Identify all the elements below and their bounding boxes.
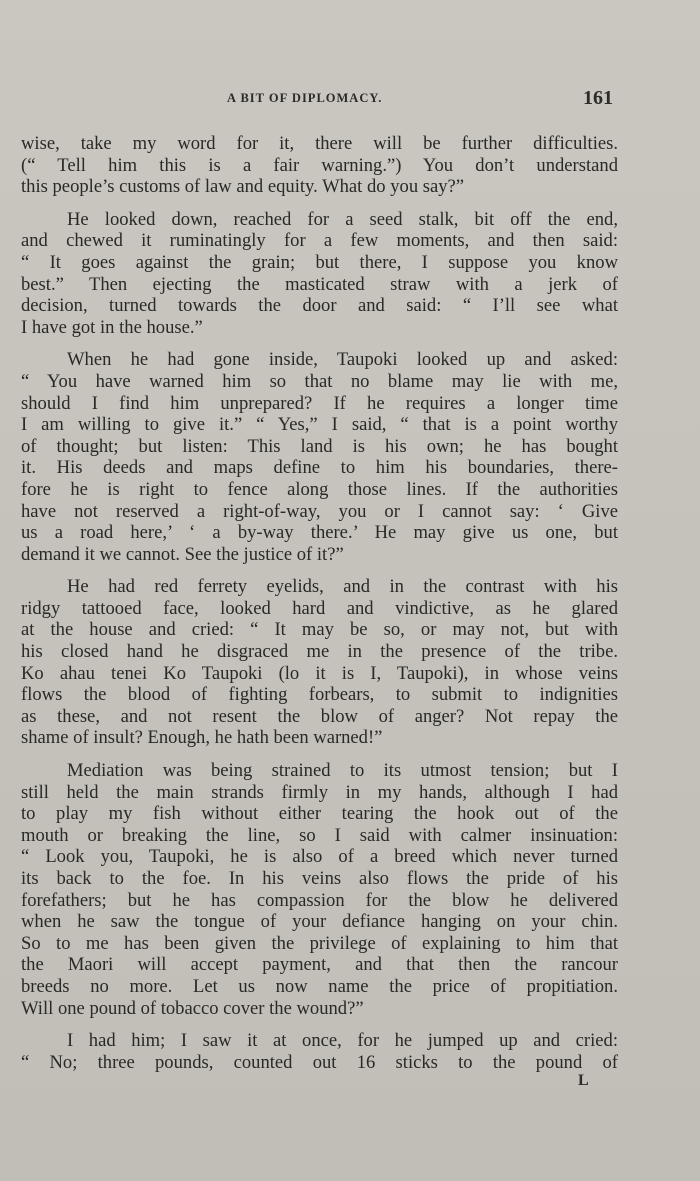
text-line: decision, turned towards the door and said: “ I’ll see what bbox=[21, 295, 618, 317]
body-text bbox=[21, 133, 618, 1073]
text-line: the Maori will accept payment, and that then the rancour bbox=[21, 954, 618, 976]
text-line: He had red ferrety eyelids, and in the contrast with his bbox=[67, 576, 618, 598]
text-line: its back to the foe. In his veins also flows the pride of his bbox=[21, 868, 618, 889]
paragraph bbox=[21, 349, 618, 565]
text-line: as these, and not resent the blow of anger? Not repay the bbox=[21, 705, 618, 727]
text-line: I had him; I saw it at once, for he jumped up and cried: bbox=[67, 1030, 618, 1052]
text-line: and chewed it ruminatingly for a few moments, and then said: bbox=[21, 230, 618, 252]
text-line: flows the blood of fighting forbears, to submit to indignities bbox=[21, 684, 618, 706]
text-line: have not reserved a right-of-way, you or I cannot say: ‘ Give bbox=[21, 500, 618, 522]
text-line: When he had gone inside, Taupoki looked up and asked: bbox=[67, 349, 618, 371]
text-line: Mediation was being strained to its utmost tension; but I bbox=[67, 760, 618, 782]
text-line: breeds no more. Let us now name the price of propitiation. bbox=[21, 975, 618, 997]
text-line: Will one pound of tobacco cover the wound?” bbox=[21, 997, 364, 1019]
text-line: “ No; three pounds, counted out 16 sticks to the pound of bbox=[21, 1051, 618, 1073]
paragraph bbox=[21, 133, 618, 198]
text-line: best.” Then ejecting the masticated straw with a jerk of bbox=[21, 273, 618, 295]
running-title: A BIT OF DIPLOMACY. bbox=[227, 91, 383, 105]
text-line: still held the main strands firmly in my hands, although I had bbox=[21, 781, 618, 803]
text-line: us a road here,’ ‘ a by-way there.’ He may give us one, but bbox=[21, 522, 618, 544]
text-line: “ Look you, Taupoki, he is also of a breed which never turned bbox=[21, 846, 618, 868]
text-line: when he saw the tongue of your defiance hanging on your chin. bbox=[21, 911, 618, 933]
text-line: “ You have warned him so that no blame may lie with me, bbox=[21, 370, 618, 392]
text-line: of thought; but listen: This land is his own; he has bought bbox=[21, 435, 618, 457]
text-line: shame of insult? Enough, he hath been warned!” bbox=[21, 727, 383, 749]
page-number: 161 bbox=[583, 87, 613, 109]
text-line: demand it we cannot. See the justice of it?” bbox=[21, 543, 344, 565]
text-line: ridgy tattooed face, looked hard and vindictive, as he glared bbox=[21, 597, 618, 619]
text-line: So to me has been given the privilege of explaining to him that bbox=[21, 932, 618, 954]
text-line: at the house and cried: “ It may be so, or may not, but with bbox=[21, 619, 618, 641]
paragraph bbox=[21, 1030, 618, 1073]
signature-mark: L bbox=[578, 1072, 589, 1089]
text-line: wise, take my word for it, there will be further difficulties. bbox=[21, 133, 618, 154]
text-line: mouth or breaking the line, so I said with calmer insinuation: bbox=[21, 824, 618, 846]
text-line: this people’s customs of law and equity. What do you say?” bbox=[21, 176, 465, 198]
text-line: Ko ahau tenei Ko Taupoki (lo it is I, Taupoki), in whose veins bbox=[21, 662, 618, 684]
text-line: I have got in the house.” bbox=[21, 316, 203, 338]
text-line: to play my fish without either tearing the hook out of the bbox=[21, 803, 618, 825]
text-line: (“ Tell him this is a fair warning.”) You don’t understand bbox=[21, 154, 618, 176]
paragraph bbox=[21, 576, 618, 749]
text-line: I am willing to give it.” “ Yes,” I said, “ that is a point worthy bbox=[21, 414, 618, 436]
text-line: it. His deeds and maps define to him his boundaries, there- bbox=[21, 457, 618, 479]
text-line: should I find him unprepared? If he requires a longer time bbox=[21, 392, 618, 414]
text-line: fore he is right to fence along those lines. If the authorities bbox=[21, 478, 618, 500]
text-line: his closed hand he disgraced me in the presence of the tribe. bbox=[21, 641, 618, 663]
text-line: He looked down, reached for a seed stalk, bit off the end, bbox=[67, 208, 618, 230]
paragraph bbox=[21, 209, 618, 339]
text-line: forefathers; but he has compassion for the blow he delivered bbox=[21, 889, 618, 911]
paragraph bbox=[21, 760, 618, 1019]
text-line: “ It goes against the grain; but there, I suppose you know bbox=[21, 251, 618, 273]
